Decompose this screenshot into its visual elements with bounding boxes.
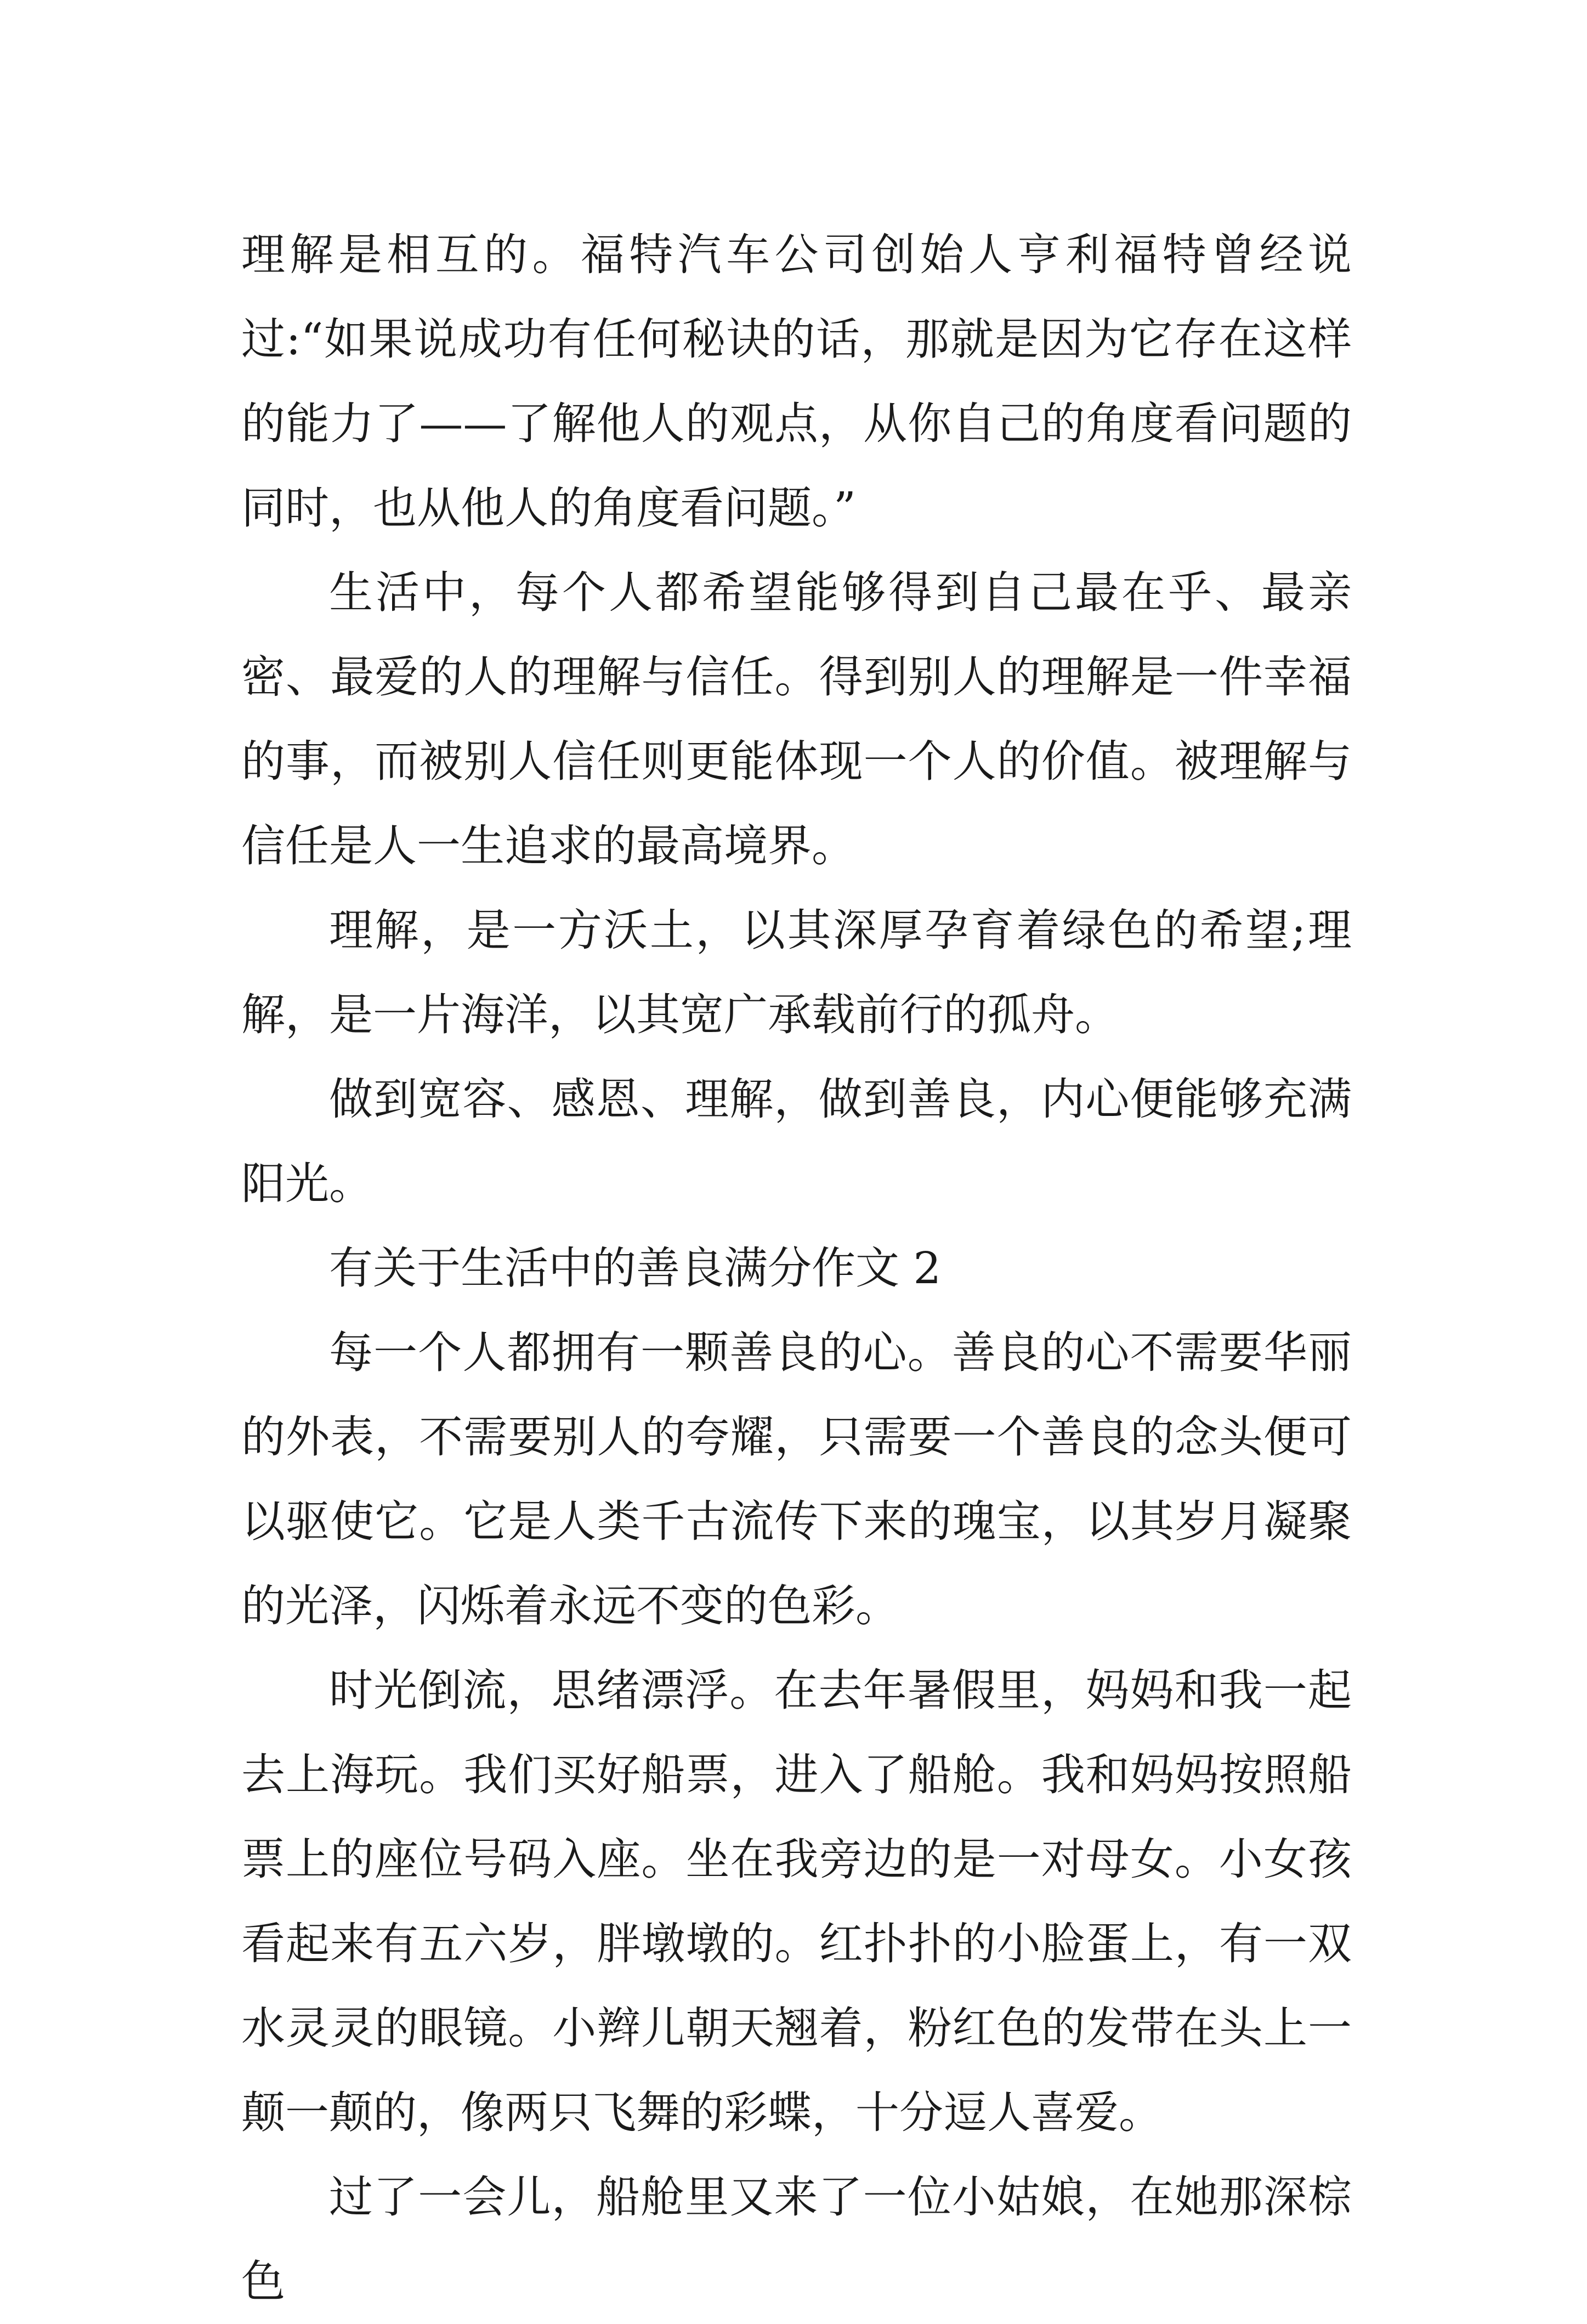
section-title: 有关于生活中的善良满分作文 2 bbox=[329, 1243, 942, 1294]
paragraph-continuation: 理解是相互的。福特汽车公司创始人亨利福特曾经说过:“如果说成功有任何秘诀的话，那就是因为它存在这样的能力了——了解他人的观点，从你自己的角度看问题的同时，也从他人的角度看问题。” bbox=[241, 229, 1352, 534]
paragraph: 每一个人都拥有一颗善良的心。善良的心不需要华丽的外表，不需要别人的夸耀，只需要一个善良的念头便可以驱使它。它是人类千古流传下来的瑰宝，以其岁月凝聚的光泽，闪烁着永远不变的色彩。 bbox=[241, 1327, 1352, 1631]
paragraph: 做到宽容、感恩、理解，做到善良，内心便能够充满阳光。 bbox=[241, 1074, 1352, 1209]
paragraph: 理解，是一方沃土，以其深厚孕育着绿色的希望;理解，是一片海洋，以其宽广承载前行的孤舟。 bbox=[241, 905, 1352, 1040]
paragraph: 过了一会儿，船舱里又来了一位小姑娘，在她那深棕色 bbox=[241, 2172, 1352, 2307]
paragraph: 生活中，每个人都希望能够得到自己最在乎、最亲密、最爱的人的理解与信任。得到别人的理解是一件幸福的事，而被别人信任则更能体现一个人的价值。被理解与信任是人一生追求的最高境界。 bbox=[241, 567, 1352, 871]
paragraph: 时光倒流，思绪漂浮。在去年暑假里，妈妈和我一起去上海玩。我们买好船票，进入了船舱。我和妈妈按照船票上的座位号码入座。坐在我旁边的是一对母女。小女孩看起来有五六岁，胖墩墩的。红扑扑的小脸蛋上，有一双水灵灵的眼镜。小辫儿朝天翘着，粉红色的发带在头上一颠一颠的，像两只飞舞的彩蝶，十分逗人喜爱。 bbox=[241, 1665, 1352, 2138]
document-body bbox=[241, 213, 1352, 2324]
